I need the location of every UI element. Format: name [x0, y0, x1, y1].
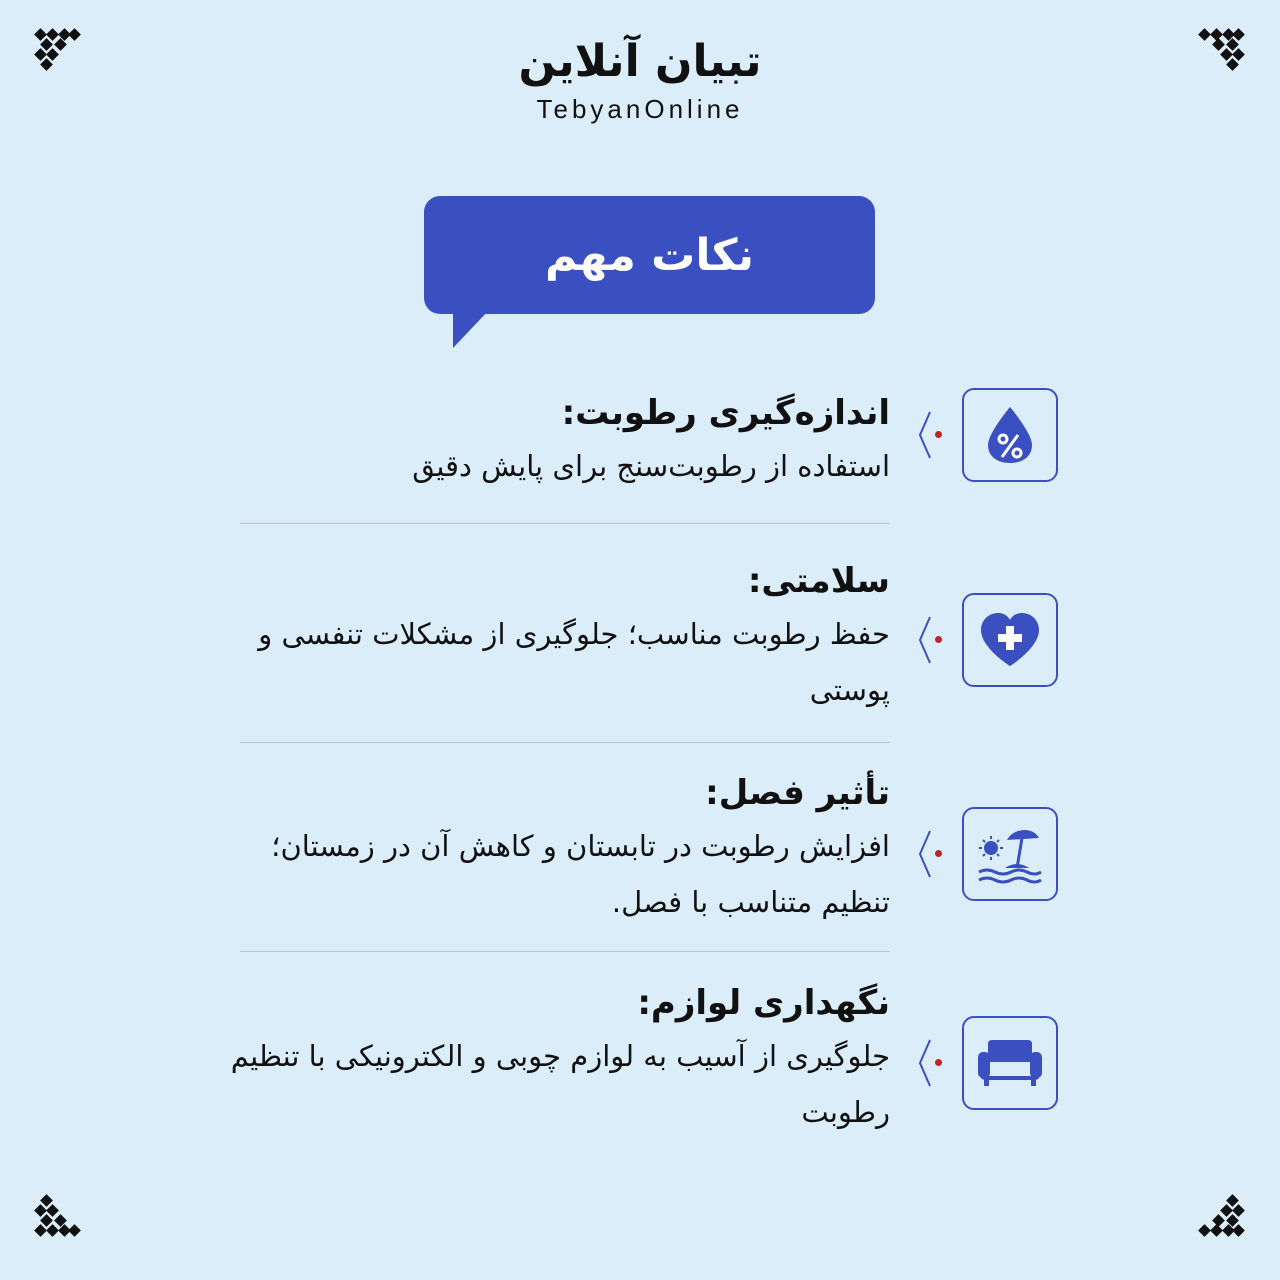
chevron-left-icon: [916, 829, 934, 879]
list-item: [210, 388, 890, 494]
list-item: [210, 768, 890, 930]
humidity-percent-drop-icon: [962, 388, 1058, 482]
item-title: اندازه‌گیری رطوبت:: [561, 393, 890, 433]
bullet-dot: [935, 1059, 942, 1066]
item-description: افزایش رطوبت در تابستان و کاهش آن در زمستان؛ تنظیم متناسب با فصل.: [271, 829, 890, 919]
sofa-icon: [962, 1016, 1058, 1110]
header-bubble: [424, 196, 875, 314]
item-title: سلامتی:: [747, 561, 890, 601]
item-description: جلوگیری از آسیب به لوازم چوبی و الکترونیکی با تنظیم رطوبت: [230, 1039, 890, 1129]
item-description: استفاده از رطوبت‌سنج برای پایش دقیق: [412, 449, 890, 483]
chevron-left-icon: [916, 1038, 934, 1088]
bullet-dot: [935, 636, 942, 643]
item-title: نگهداری لوازم:: [637, 983, 890, 1023]
list-item: [210, 978, 890, 1140]
divider: [240, 951, 890, 952]
bullet-dot: [935, 431, 942, 438]
heart-plus-icon: [962, 593, 1058, 687]
item-title: تأثیر فصل:: [705, 773, 890, 813]
brand-logo: [0, 36, 1280, 125]
bullet-dot: [935, 850, 942, 857]
header-title: نکات مهم: [545, 229, 754, 281]
chevron-left-icon: [916, 410, 934, 460]
corner-ornament-bottom-right: [1200, 1196, 1244, 1240]
corner-ornament-bottom-left: [36, 1196, 80, 1240]
bubble-tail: [453, 310, 489, 348]
beach-umbrella-sun-icon: [962, 807, 1058, 901]
divider: [240, 523, 890, 524]
list-item: [210, 556, 890, 718]
brand-name-en: TebyanOnline: [536, 94, 744, 124]
brand-name-fa: تبیان آنلاین: [518, 36, 762, 87]
chevron-left-icon: [916, 615, 934, 665]
divider: [240, 742, 890, 743]
item-description: حفظ رطوبت مناسب؛ جلوگیری از مشکلات تنفسی و پوستی: [258, 617, 890, 707]
